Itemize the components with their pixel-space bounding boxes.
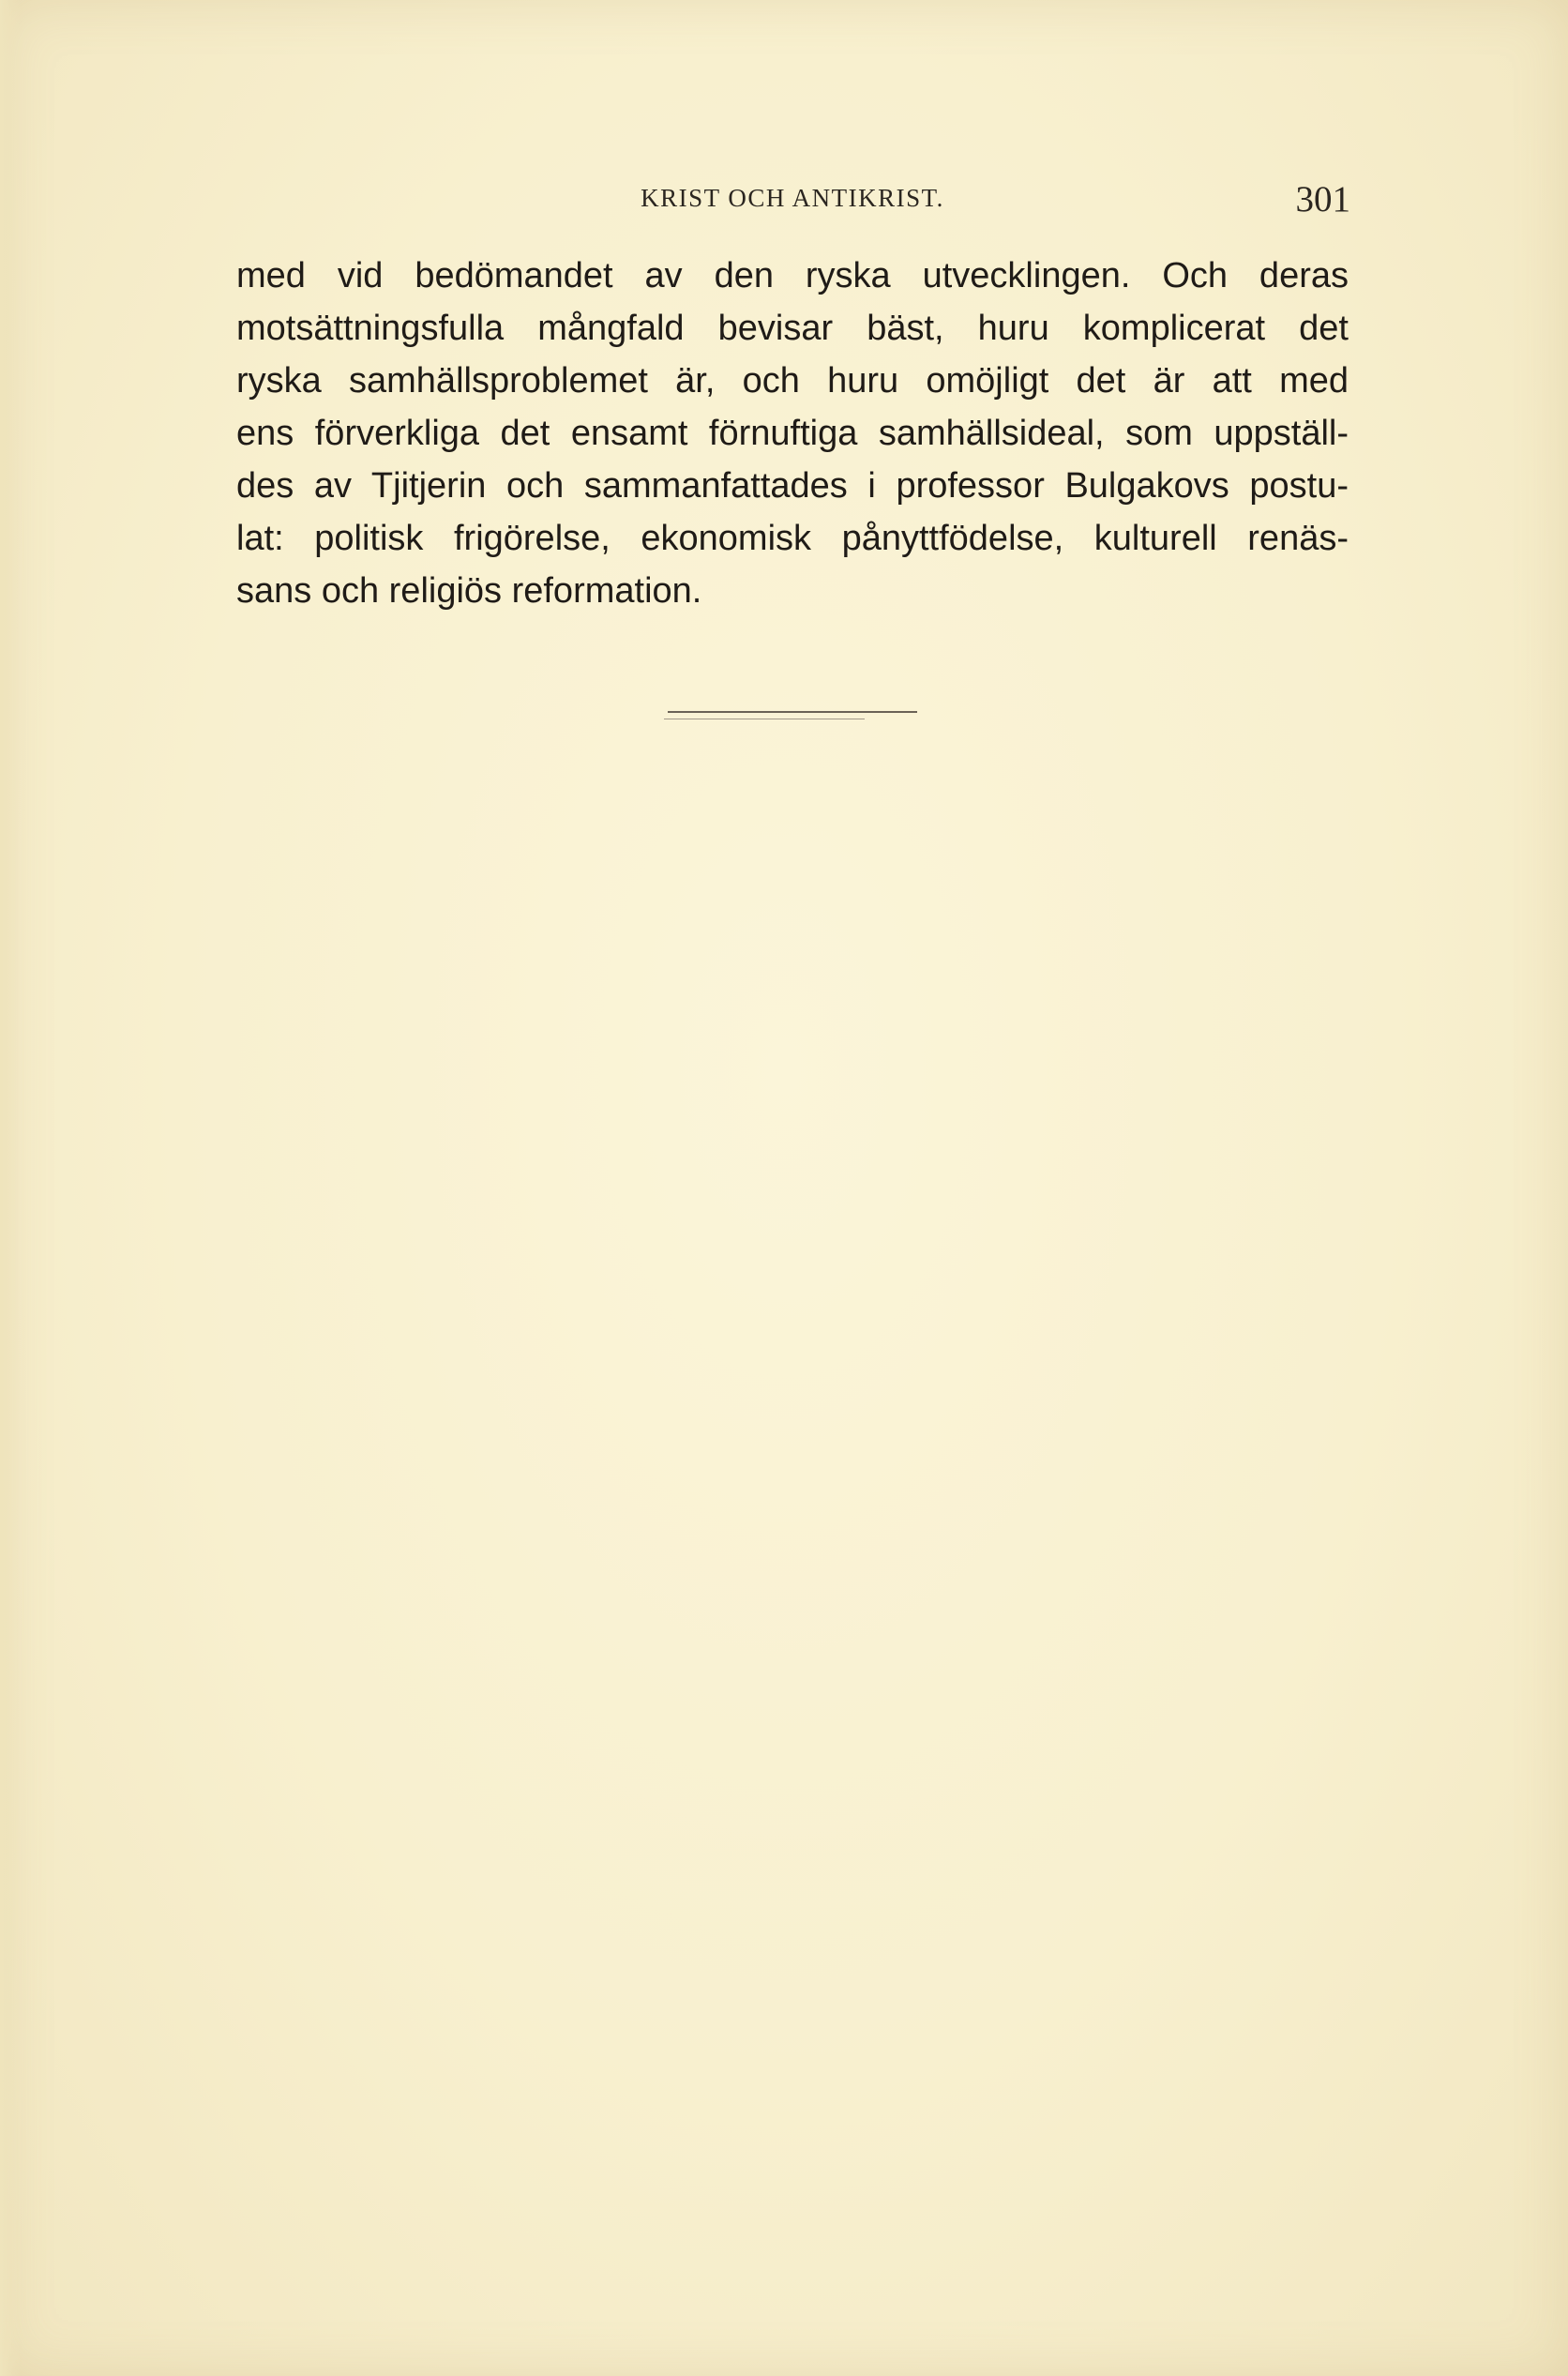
page-edge-shadow — [0, 0, 21, 2376]
text-line: motsättningsfulla mångfald bevisar bäst, huru komplicerat det — [236, 309, 1349, 348]
text-line: ryska samhällsproblemet är, och huru omöjligt det är att med — [236, 361, 1349, 401]
text-line: ens förverkliga det ensamt förnuftiga samhällsideal, som uppställ- — [236, 414, 1349, 453]
section-end-rule — [668, 711, 917, 713]
page-number: 301 — [1295, 179, 1350, 219]
running-head — [234, 179, 1350, 231]
running-title: KRIST OCH ANTIKRIST. — [641, 184, 944, 212]
body-paragraph — [236, 250, 1349, 617]
text-line: med vid bedömandet av den ryska utvecklingen. Och deras — [236, 256, 1349, 295]
text-line: sans och religiös reformation. — [236, 571, 702, 611]
text-line: des av Tjitjerin och sammanfattades i professor Bulgakovs postu- — [236, 466, 1349, 506]
text-line: lat: politisk frigörelse, ekonomisk pånyttfödelse, kulturell renäs- — [236, 519, 1349, 558]
